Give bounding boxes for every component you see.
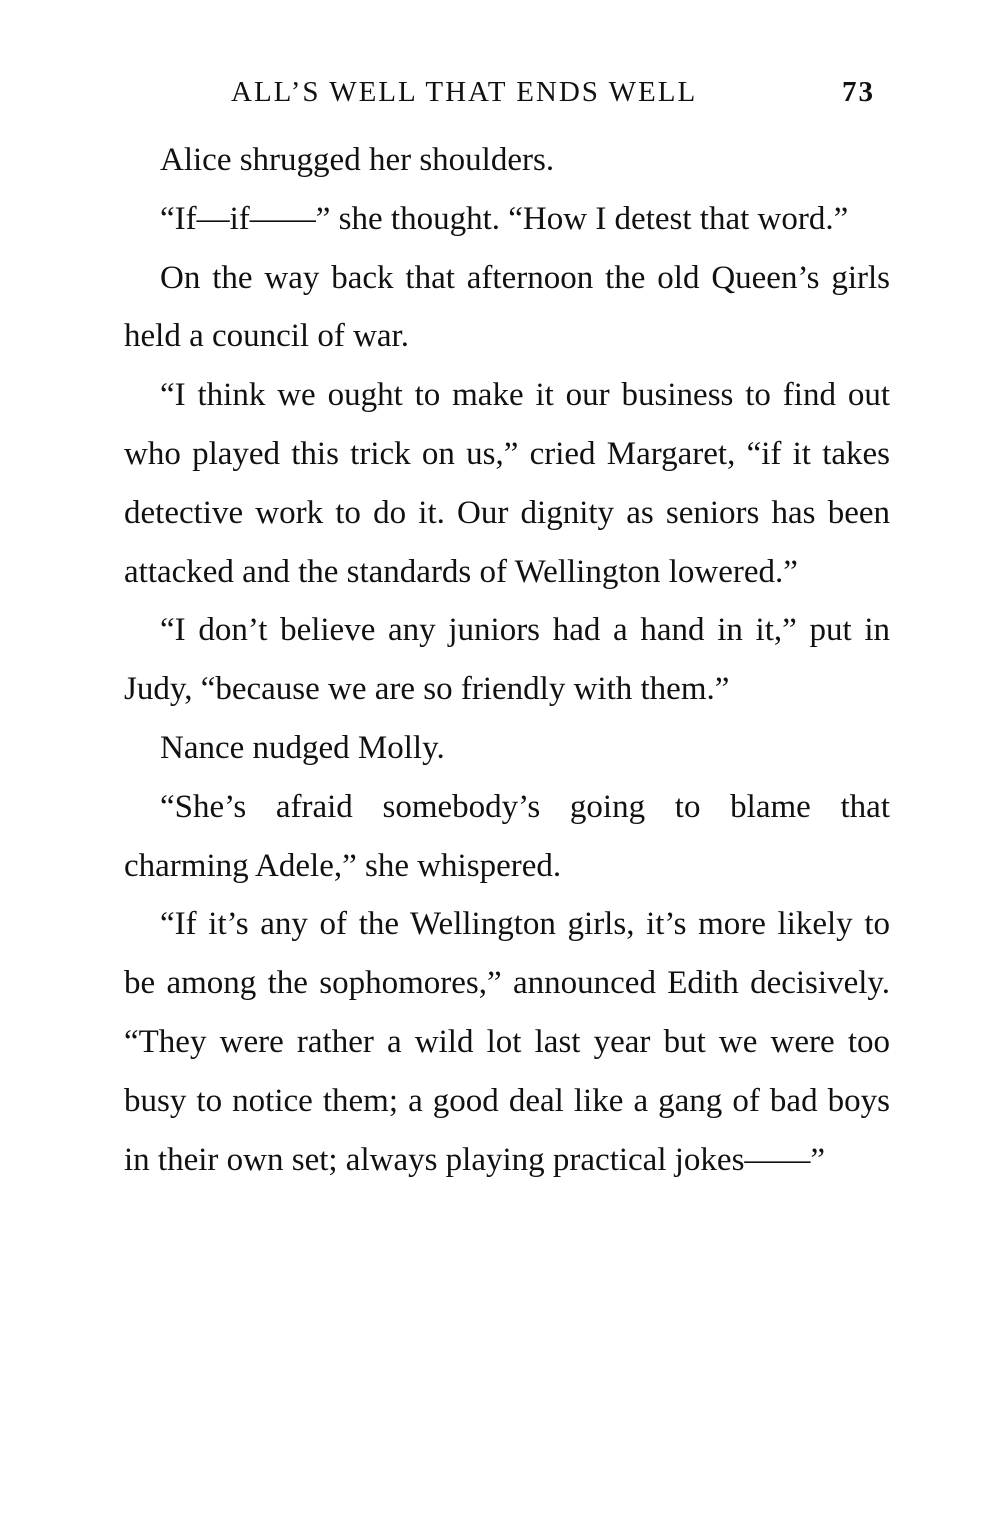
running-head — [0, 72, 1000, 112]
paragraph: “I don’t believe any juniors had a hand in it,” put in Judy, “because we are so friendly with them.” — [124, 612, 890, 708]
paragraph: “If—if——” she thought. “How I detest that word.” — [160, 200, 849, 237]
paragraph: On the way back that afternoon the old Queen’s girls held a council of war. — [124, 259, 890, 355]
page-number: 73 — [842, 76, 875, 108]
paragraph: Alice shrugged her shoulders. — [160, 142, 555, 178]
paragraph: “She’s afraid somebody’s going to blame that charming Adele,” she whispered. — [124, 788, 890, 884]
running-title: ALL’S WELL THAT ENDS WELL — [231, 76, 698, 108]
body-text — [124, 131, 890, 1189]
paragraph: “I think we ought to make it our business to find out who played this trick on us,” cried Margaret, “if it takes detective work to do it. Our dignity as seniors has been attacked and the standards of Wellington lowered.” — [124, 377, 890, 590]
paragraph: Nance nudged Molly. — [160, 729, 445, 766]
paragraph: “If it’s any of the Wellington girls, it’s more likely to be among the sophomores,” announced Edith decisively. “They were rather a wild lot last year but we were too busy to notice them; a good deal like a gang of bad boys in their own set; always playing practical jokes——” — [124, 906, 890, 1178]
